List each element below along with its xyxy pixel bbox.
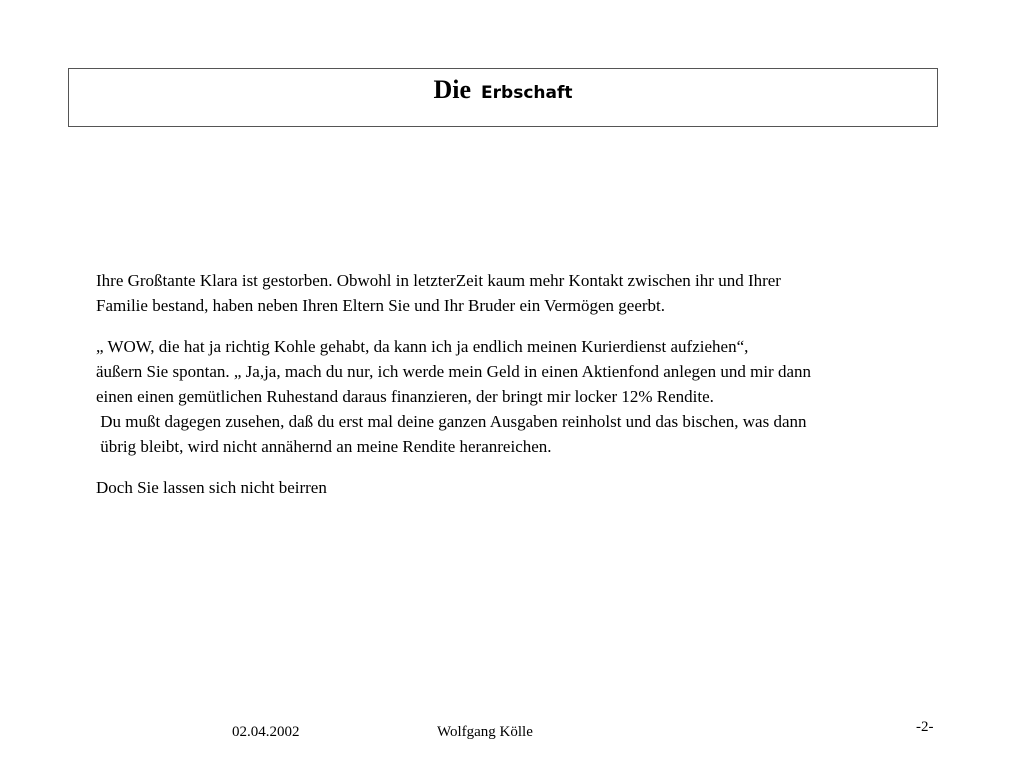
- body-line: Familie bestand, haben neben Ihren Eltern Sie und Ihr Bruder ein Vermögen geerbt.: [96, 296, 666, 315]
- body-line: „ WOW, die hat ja richtig Kohle gehabt, da kann ich ja endlich meinen Kurierdienst aufziehen“,: [96, 337, 749, 356]
- body-line: Doch Sie lassen sich nicht beirren: [96, 478, 327, 497]
- slide-title: [69, 75, 937, 105]
- footer-author: Wolfgang Kölle: [437, 724, 533, 740]
- body-line: übrig bleibt, wird nicht annähernd an meine Rendite heranreichen.: [96, 437, 552, 456]
- body-text: [96, 268, 956, 500]
- body-line: äußern Sie spontan. „ Ja,ja, mach du nur, ich werde mein Geld in einen Aktienfond anlegen und mir dann: [96, 362, 812, 381]
- body-line: Du mußt dagegen zusehen, daß du erst mal deine ganzen Ausgaben reinholst und das bischen, was dann: [96, 412, 807, 431]
- page-number: -2-: [916, 719, 934, 735]
- footer-date: 02.04.2002: [232, 724, 300, 740]
- title-main: Die: [433, 75, 472, 104]
- body-line: Ihre Großtante Klara ist gestorben. Obwohl in letzterZeit kaum mehr Kontakt zwischen ihr und Ihrer: [96, 271, 781, 290]
- title-sub: Erbschaft: [481, 83, 573, 103]
- title-box: [68, 68, 938, 127]
- body-line: einen einen gemütlichen Ruhestand daraus finanzieren, der bringt mir locker 12% Rendite.: [96, 387, 714, 406]
